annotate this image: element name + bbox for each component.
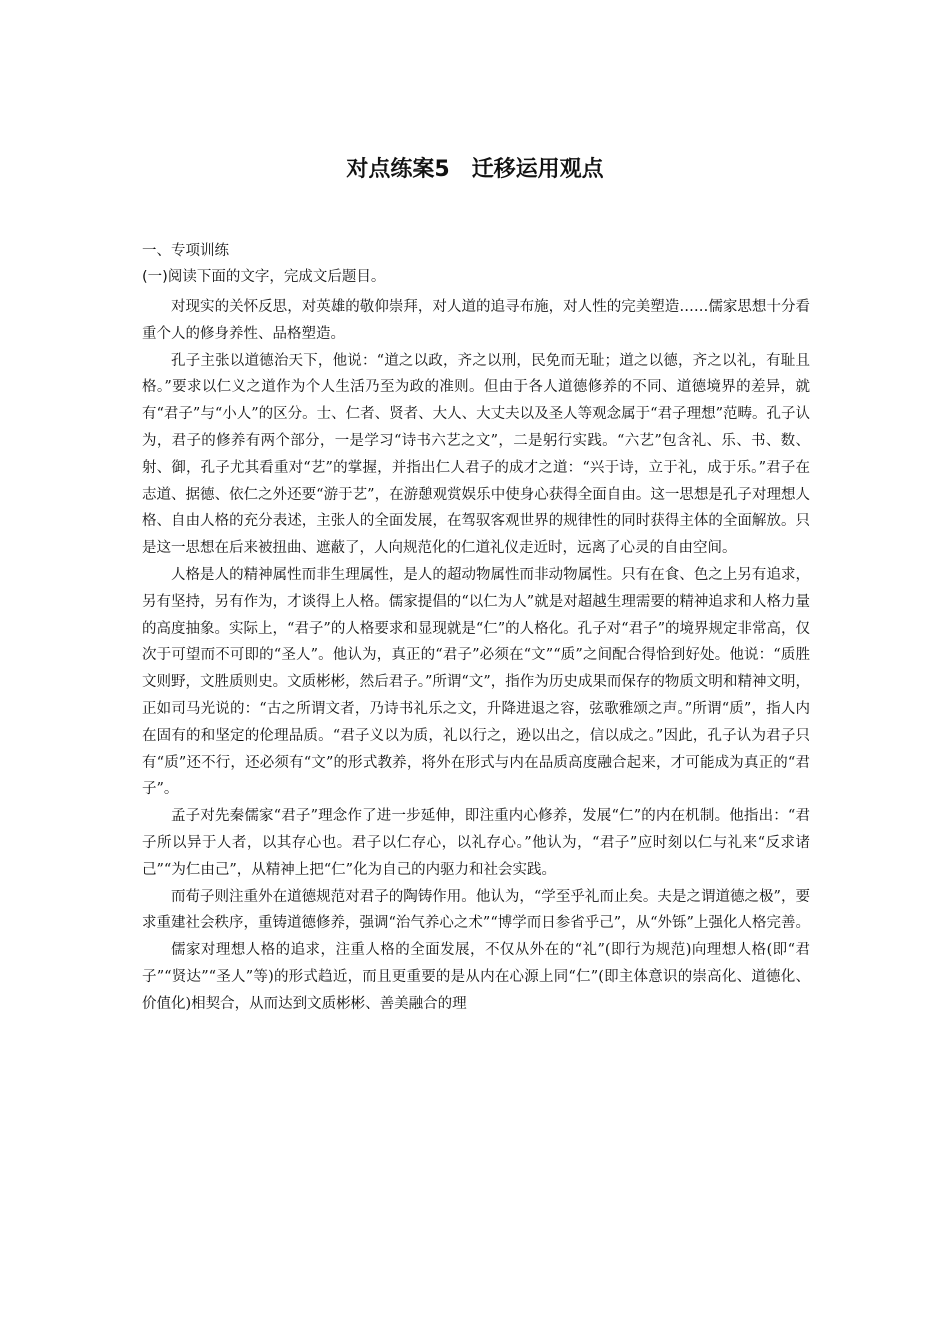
document-body	[142, 238, 810, 1018]
paragraph: 孔子主张以道德治天下，他说：“道之以政，齐之以刑，民免而无耻；道之以德，齐之以礼，有耻且格。”要求以仁义之道作为个人生活乃至为政的准则。但由于各人道德修养的不同、道德境界的差异，就有“君子”与“小人”的区分。士、仁者、贤者、大人、大丈夫以及圣人等观念属于“君子理想”范畴。孔子认为，君子的修养有两个部分，一是学习“诗书六艺之文”，二是躬行实践。“六艺”包含礼、乐、书、数、射、御，孔子尤其看重对“艺”的掌握，并指出仁人君子的成才之道：“兴于诗，立于礼，成于乐。”君子在志道、据德、依仁之外还要“游于艺”，在游憩观赏娱乐中使身心获得全面自由。这一思想是孔子对理想人格、自由人格的充分表述，主张人的全面发展，在驾驭客观世界的规律性的同时获得主体的全面解放。只是这一思想在后来被扭曲、遮蔽了，人向规范化的仁道礼仪走近时，远离了心灵的自由空间。	[142, 352, 810, 557]
paragraph: 而荀子则注重外在道德规范对君子的陶铸作用。他认为，“学至乎礼而止矣。夫是之谓道德之极”，要求重建社会秩序，重铸道德修养，强调“治气养心之术”“博学而日参省乎己”，从“外铄”上强化人格完善。	[142, 888, 810, 932]
paragraph: 儒家对理想人格的追求，注重人格的全面发展，不仅从外在的“礼”(即行为规范)向理想人格(即“君子”“贤达”“圣人”等)的形式趋近，而且更重要的是从内在心源上同“仁”(即主体意识的崇高化、道德化、价值化)相契合，从而达到文质彬彬、善美融合的理	[142, 942, 810, 1012]
page-title: 对点练案5 迁移运用观点	[346, 157, 604, 182]
paragraph: 孟子对先秦儒家“君子”理念作了进一步延伸，即注重内心修养，发展“仁”的内在机制。他指出：“君子所以异于人者，以其存心也。君子以仁存心，以礼存心。”他认为，“君子”应时刻以仁与礼来“反求诸己”“为仁由己”，从精神上把“仁”化为自己的内驱力和社会实践。	[142, 808, 810, 878]
paragraph: 人格是人的精神属性而非生理属性，是人的超动物属性而非动物属性。只有在食、色之上另有追求，另有坚持，另有作为，才谈得上人格。儒家提倡的“以仁为人”就是对超越生理需要的精神追求和人格力量的高度抽象。实际上，“君子”的人格要求和显现就是“仁”的人格化。孔子对“君子”的境界规定非常高，仅次于可望而不可即的“圣人”。他认为，真正的“君子”必须在“文”“质”之间配合得恰到好处。他说：“质胜文则野，文胜质则史。文质彬彬，然后君子。”所谓“文”，指作为历史成果而保存的物质文明和精神文明，正如司马光说的：“古之所谓文者，乃诗书礼乐之文，升降进退之容，弦歌雅颂之声。”所谓“质”，指人内在固有的和坚定的伦理品质。“君子义以为质，礼以行之，逊以出之，信以成之。”因此，孔子认为君子只有“质”还不行，还必须有“文”的形式教养，将外在形式与内在品质高度融合起来，才可能成为真正的“君子”。	[142, 566, 810, 798]
paragraph: 对现实的关怀反思，对英雄的敬仰崇拜，对人道的追寻布施，对人性的完美塑造……儒家思想十分看重个人的修身养性、品格塑造。	[142, 299, 810, 342]
section-heading: 一、专项训练	[142, 243, 229, 259]
subsection-heading: (一)阅读下面的文字，完成文后题目。	[142, 269, 386, 285]
